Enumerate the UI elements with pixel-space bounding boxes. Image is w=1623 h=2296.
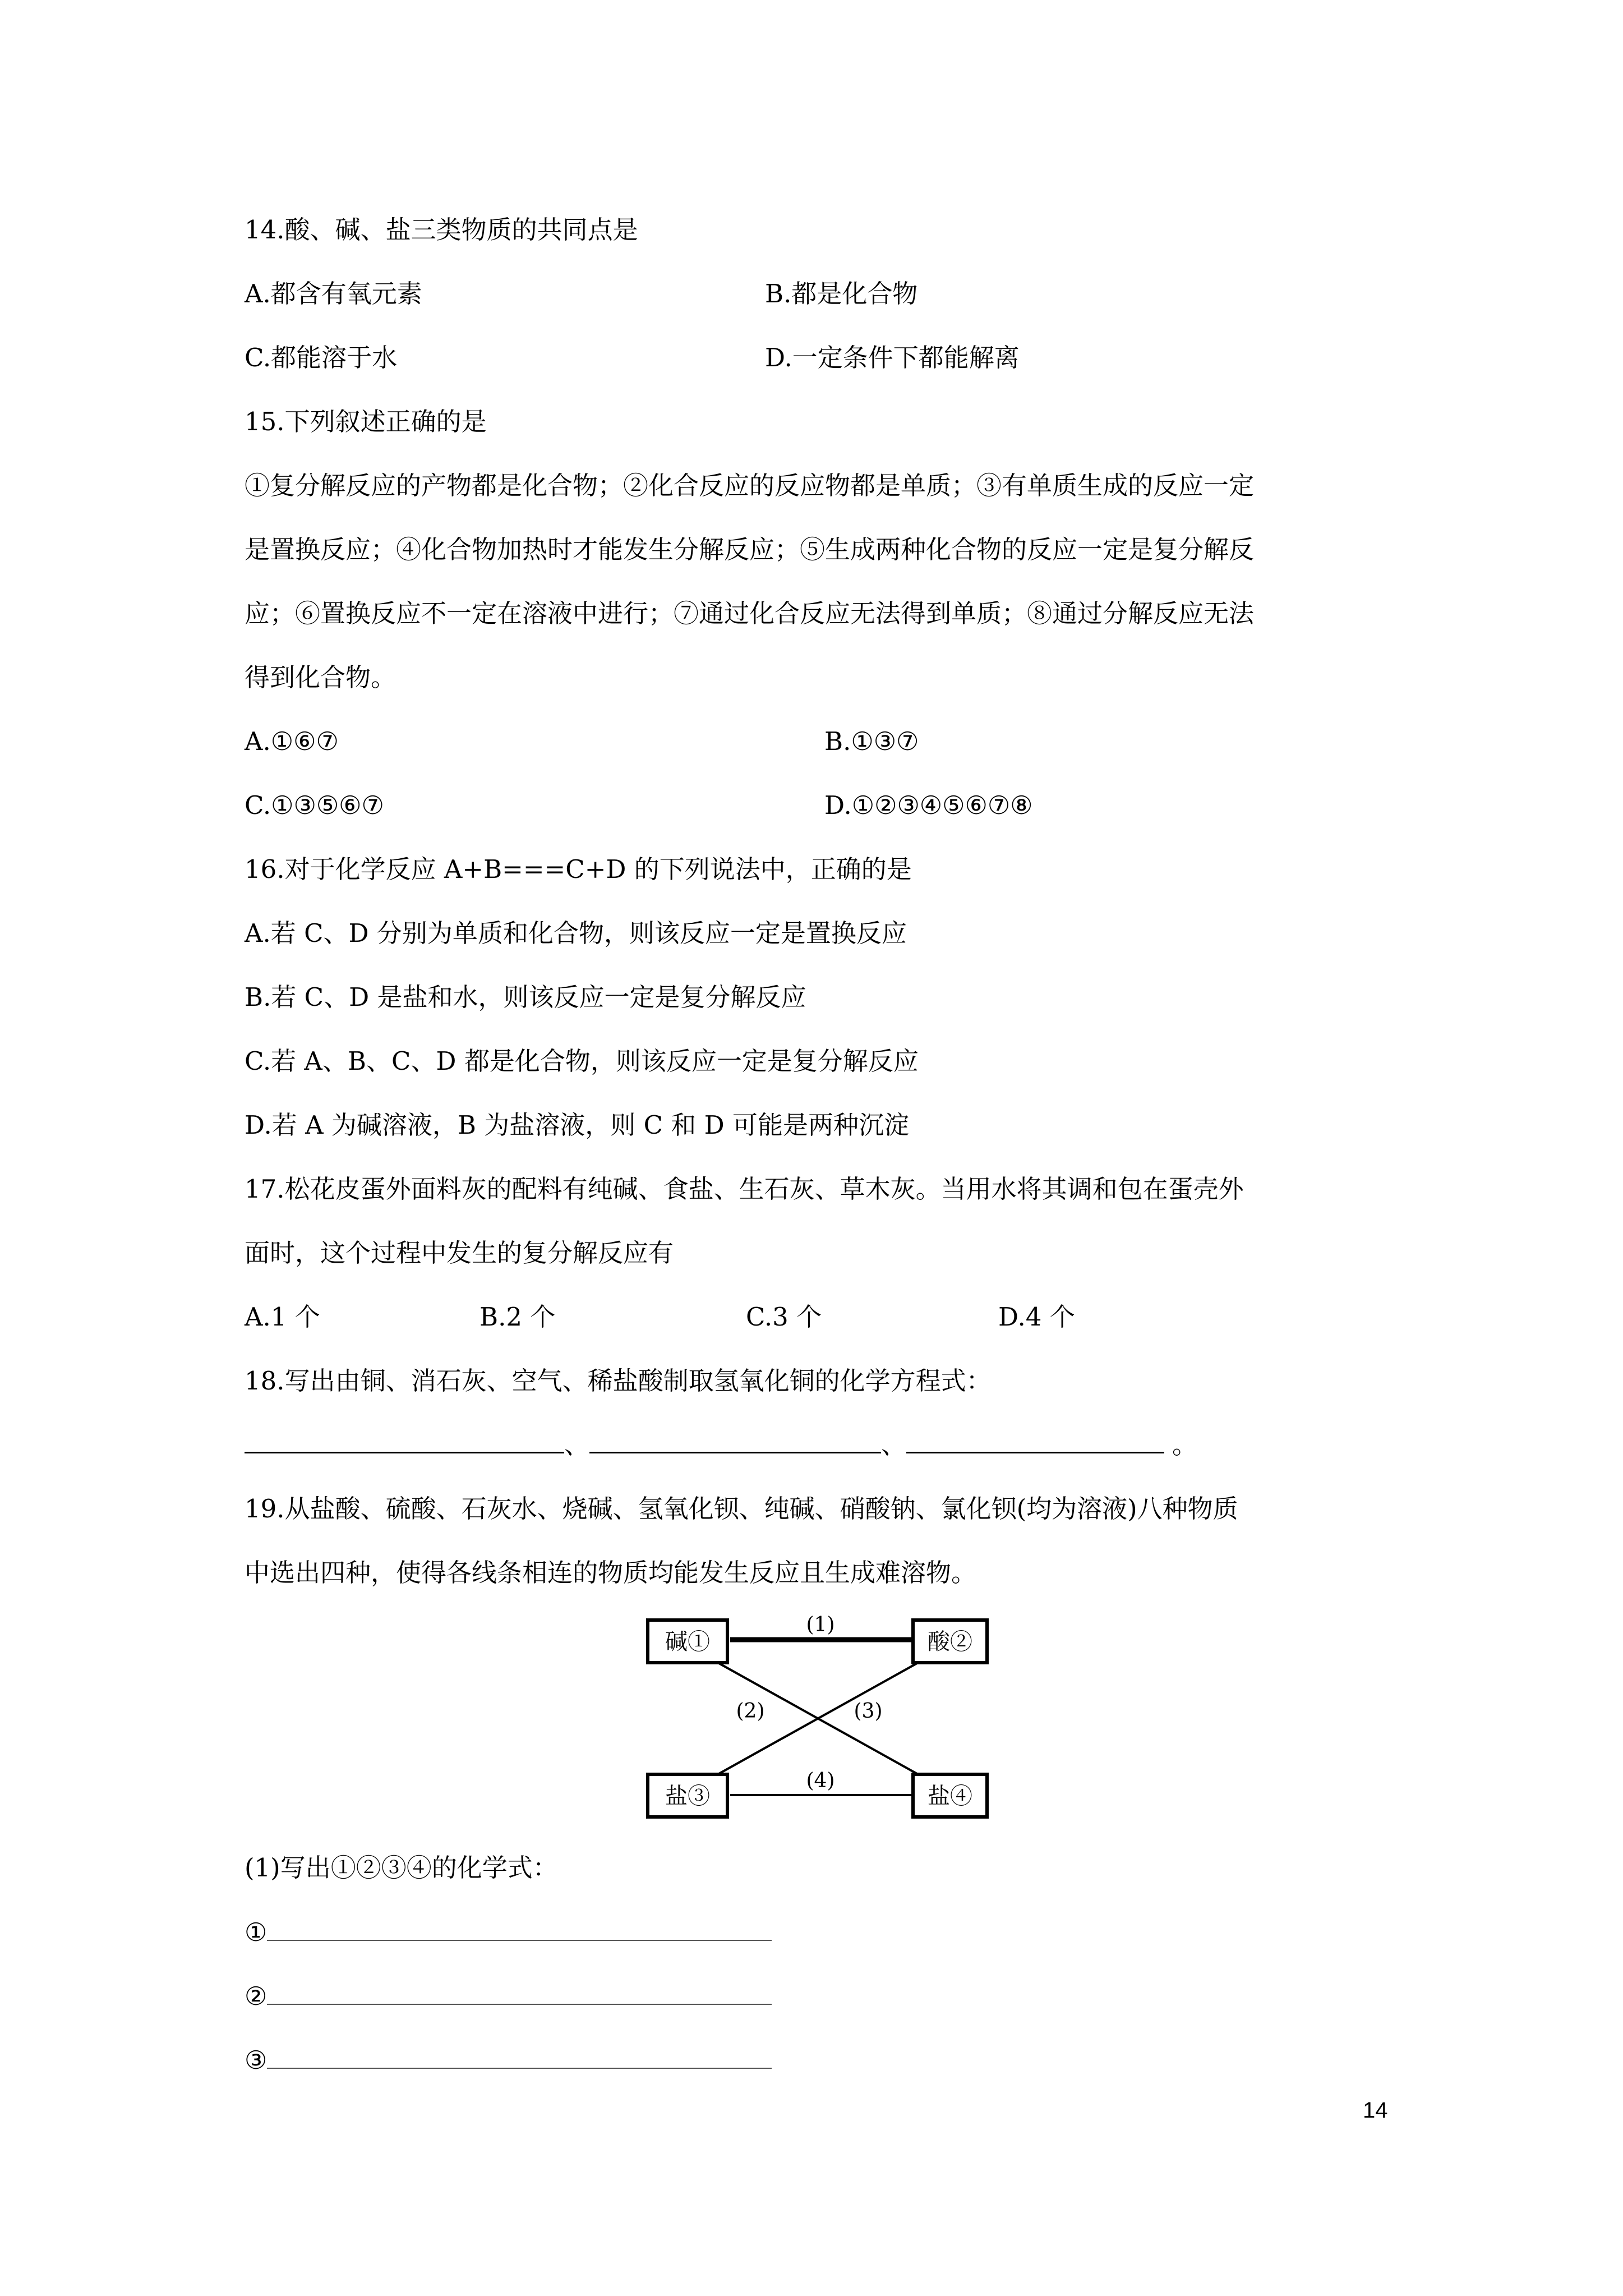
box-salt-4-label: 盐④	[928, 1783, 972, 1809]
link-label-4: (4)	[806, 1769, 835, 1792]
q19-text-line-1: 19.从盐酸、硫酸、石灰水、烧碱、氢氧化钡、纯碱、硝酸钠、氯化钡(均为溶液)八种物质	[245, 1494, 1238, 1524]
q14-stem: 14.酸、碱、盐三类物质的共同点是	[245, 215, 638, 245]
q19-answer-marker-1: ①	[245, 1917, 268, 1947]
q15-text-line-2: 是置换反应；④化合物加热时才能发生分解反应；⑤生成两种化合物的反应一定是复分解反	[245, 535, 1255, 564]
q15-text-line-1: ①复分解反应的产物都是化合物；②化合反应的反应物都是单质；③有单质生成的反应一定	[245, 471, 1255, 500]
link-label-1: (1)	[806, 1613, 835, 1636]
q15-option-d: D.①②③④⑤⑥⑦⑧	[824, 790, 1033, 820]
q15-text-line-3: 应；⑥置换反应不一定在溶液中进行；⑦通过化合反应无法得到单质；⑧通过分解反应无法	[245, 599, 1255, 628]
q18-blank-2[interactable]	[589, 1429, 881, 1453]
q18-stem: 18.写出由铜、消石灰、空气、稀盐酸制取氢氧化铜的化学方程式：	[245, 1366, 992, 1396]
q16-option-a: A.若 C、D 分别为单质和化合物，则该反应一定是置换反应	[245, 918, 907, 948]
q18-blank-3[interactable]	[906, 1429, 1164, 1453]
q17-text-line-1: 17.松花皮蛋外面料灰的配料有纯碱、食盐、生石灰、草木灰。当用水将其调和包在蛋壳外	[245, 1174, 1244, 1204]
q14-option-d: D.一定条件下都能解离	[765, 343, 1020, 372]
q19-answer-row-2	[245, 1979, 772, 2013]
q14-option-b: B.都是化合物	[765, 279, 918, 309]
q18-blank-1[interactable]	[245, 1429, 564, 1453]
q18-separator-1: 、	[564, 1430, 590, 1460]
q18-separator-2: 、	[881, 1430, 907, 1460]
q14-option-c: C.都能溶于水	[245, 343, 398, 372]
q17-option-c: C.3 个	[746, 1302, 822, 1332]
q17-option-a: A.1 个	[245, 1302, 320, 1332]
q19-answer-row-3	[245, 2043, 772, 2077]
q19-answer-blank-1[interactable]	[267, 1915, 772, 1941]
link-label-2: (2)	[736, 1700, 765, 1723]
q14-option-a: A.都含有氧元素	[245, 279, 422, 309]
q19-reaction-diagram	[634, 1610, 1004, 1834]
q19-sub-question-1: (1)写出①②③④的化学式：	[245, 1853, 558, 1883]
q16-option-c: C.若 A、B、C、D 都是化合物，则该反应一定是复分解反应	[245, 1046, 919, 1076]
q16-option-d: D.若 A 为碱溶液，B 为盐溶液，则 C 和 D 可能是两种沉淀	[245, 1110, 909, 1140]
q18-answer-row	[245, 1428, 1197, 1462]
q19-answer-marker-2: ②	[245, 1981, 268, 2011]
q17-text-line-2: 面时，这个过程中发生的复分解反应有	[245, 1238, 674, 1268]
box-acid-2-label: 酸②	[928, 1629, 972, 1655]
box-salt-3-label: 盐③	[665, 1783, 710, 1809]
q15-stem: 15.下列叙述正确的是	[245, 407, 487, 436]
q15-option-c: C.①③⑤⑥⑦	[245, 790, 384, 820]
box-base-1-label: 碱①	[665, 1629, 710, 1655]
q19-answer-blank-2[interactable]	[267, 1979, 772, 2005]
link-label-3: (3)	[854, 1700, 883, 1723]
q16-option-b: B.若 C、D 是盐和水，则该反应一定是复分解反应	[245, 982, 806, 1012]
q15-option-b: B.①③⑦	[824, 726, 919, 756]
q17-option-d: D.4 个	[998, 1302, 1075, 1332]
page-number: 14	[1363, 2098, 1388, 2123]
q15-option-a: A.①⑥⑦	[245, 726, 339, 756]
q18-end-mark: 。	[1172, 1430, 1198, 1460]
q19-answer-row-1	[245, 1915, 772, 1949]
q15-text-line-4: 得到化合物。	[245, 662, 396, 692]
q16-stem: 16.对于化学反应 A+B===C+D 的下列说法中，正确的是	[245, 854, 912, 884]
q17-option-b: B.2 个	[479, 1302, 556, 1332]
q19-text-line-2: 中选出四种，使得各线条相连的物质均能发生反应且生成难溶物。	[245, 1558, 977, 1588]
q19-answer-marker-3: ③	[245, 2045, 268, 2075]
q19-answer-blank-3[interactable]	[267, 2043, 772, 2069]
